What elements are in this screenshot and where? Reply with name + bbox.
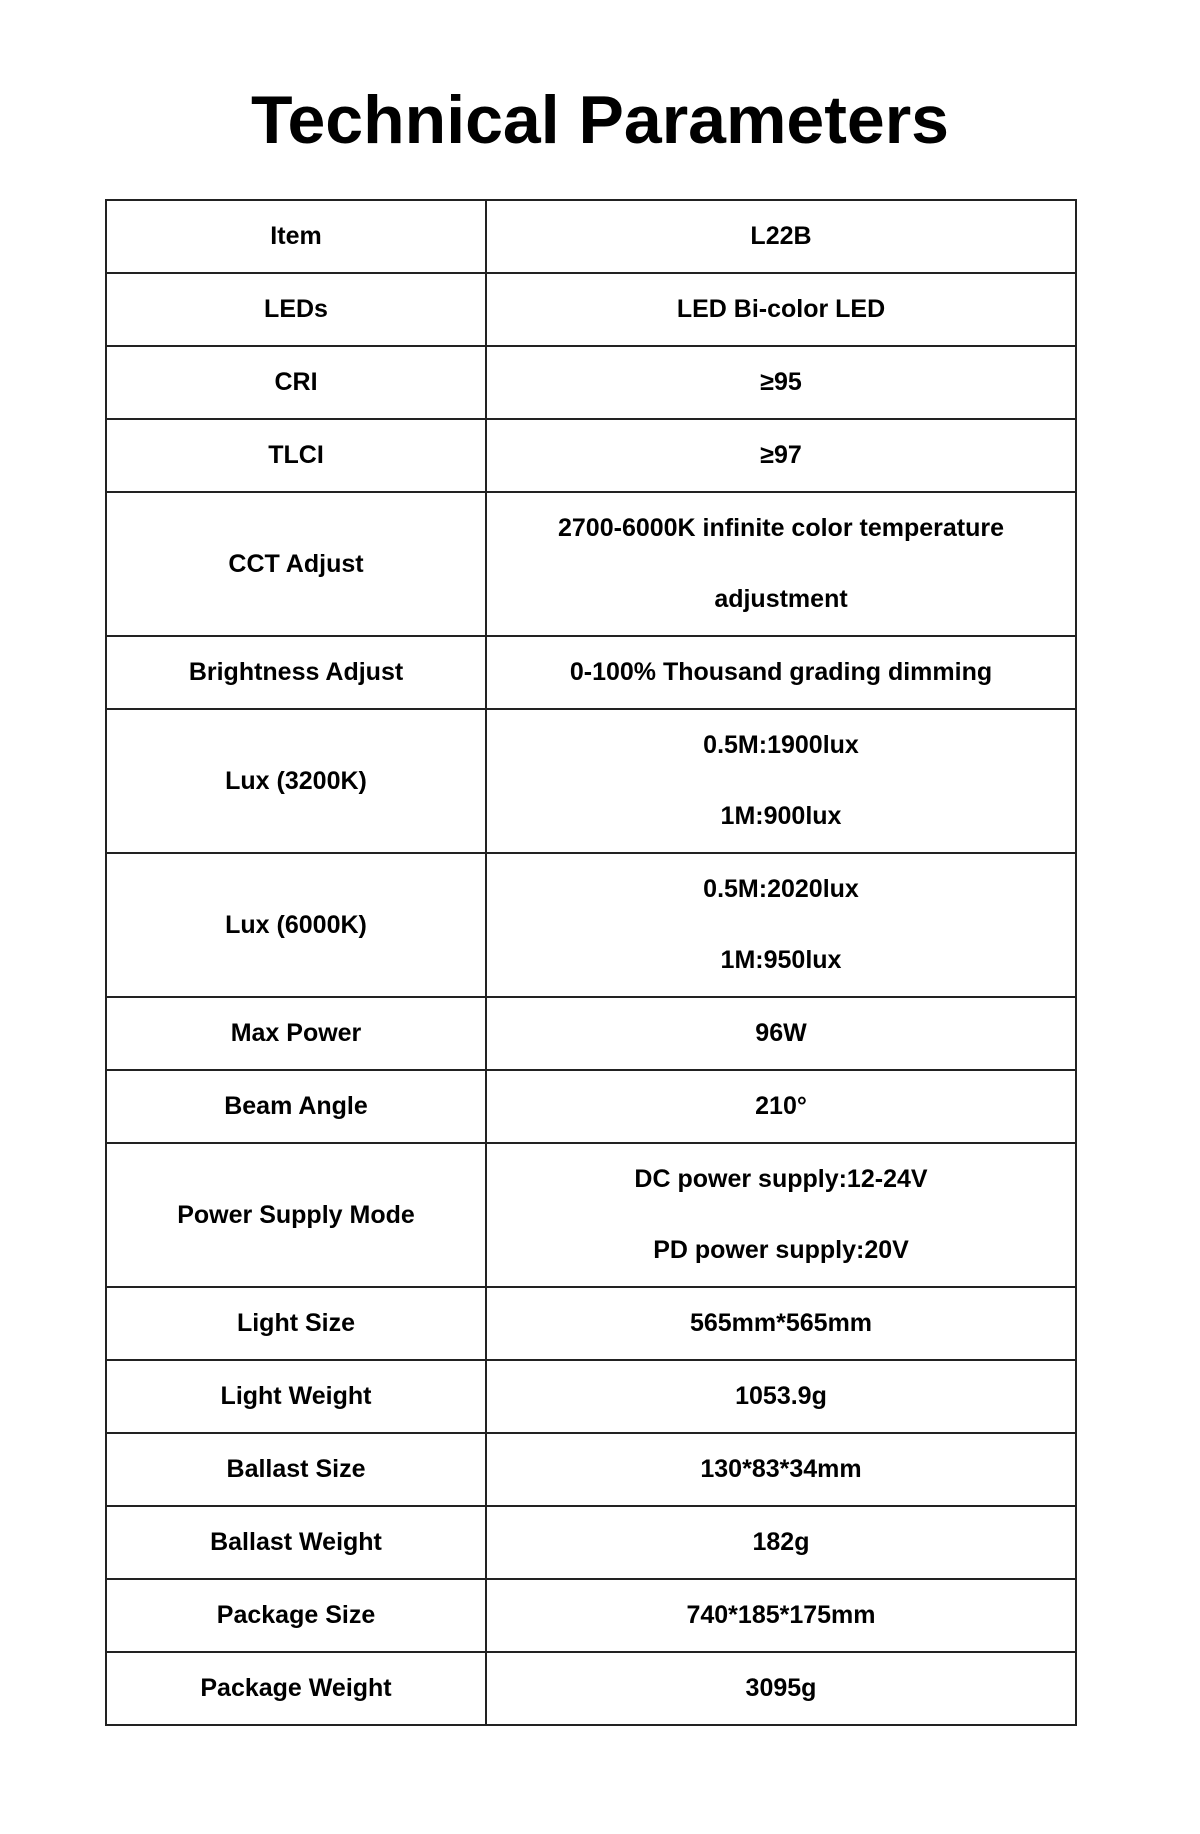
row-value-line: 130*83*34mm [700,1455,862,1483]
row-value-line: 210° [755,1092,807,1120]
row-label: Ballast Weight [106,1506,486,1579]
row-label: Light Size [106,1287,486,1360]
row-value [486,709,1076,853]
row-value [486,1143,1076,1287]
row-label: Lux (6000K) [106,853,486,997]
row-label: Brightness Adjust [106,636,486,709]
row-value-line: 0-100% Thousand grading dimming [569,658,993,686]
row-label: Lux (3200K) [106,709,486,853]
table-row [106,346,1076,419]
row-value [486,1579,1076,1652]
row-value-line: 0.5M:2020lux [703,875,859,903]
row-value-line: 740*185*175mm [686,1601,876,1629]
spec-table [105,199,1077,1726]
page-title: Technical Parameters [251,82,949,158]
row-value-line: PD power supply:20V [653,1236,909,1264]
table-row [106,709,1076,853]
table-row [106,636,1076,709]
row-value-line: adjustment [714,585,848,613]
header-model-cell: L22B [486,200,1076,273]
table-row [106,419,1076,492]
row-label: Package Size [106,1579,486,1652]
row-value [486,1287,1076,1360]
table-header-row [106,200,1076,273]
row-value-line: 1M:950lux [720,946,842,974]
row-value-line: 565mm*565mm [689,1309,873,1337]
row-value-line: ≥95 [760,368,802,396]
row-label: Beam Angle [106,1070,486,1143]
table-row [106,273,1076,346]
row-label: CRI [106,346,486,419]
table-row [106,1287,1076,1360]
row-label: TLCI [106,419,486,492]
row-value [486,346,1076,419]
row-value [486,419,1076,492]
table-row [106,997,1076,1070]
row-label: Max Power [106,997,486,1070]
row-label: CCT Adjust [106,492,486,636]
row-label: Ballast Size [106,1433,486,1506]
header-item-cell: Item [106,200,486,273]
row-value-line: 2700-6000K infinite color temperature [558,514,1004,542]
row-value [486,636,1076,709]
row-value-line: 1M:900lux [720,802,842,830]
row-value [486,1433,1076,1506]
row-value [486,492,1076,636]
row-value-line: DC power supply:12-24V [634,1165,928,1193]
row-value [486,1652,1076,1725]
row-value-line: ≥97 [760,441,802,469]
table-row [106,1579,1076,1652]
row-value-line: 96W [755,1019,807,1047]
table-row [106,1070,1076,1143]
table-row [106,1652,1076,1725]
row-value [486,1360,1076,1433]
row-value [486,997,1076,1070]
row-value [486,1070,1076,1143]
row-label: Light Weight [106,1360,486,1433]
table-row [106,1433,1076,1506]
row-value-line: LED Bi-color LED [676,295,886,323]
table-row [106,492,1076,636]
row-value-line: 182g [752,1528,810,1556]
table-row [106,1360,1076,1433]
table-row [106,1143,1076,1287]
row-label: Package Weight [106,1652,486,1725]
row-value-line: 0.5M:1900lux [703,731,859,759]
row-value-line: 3095g [745,1674,817,1702]
row-value [486,273,1076,346]
row-label: Power Supply Mode [106,1143,486,1287]
table-row [106,1506,1076,1579]
row-value [486,853,1076,997]
row-label: LEDs [106,273,486,346]
row-value [486,1506,1076,1579]
table-row [106,853,1076,997]
row-value-line: 1053.9g [735,1382,827,1410]
